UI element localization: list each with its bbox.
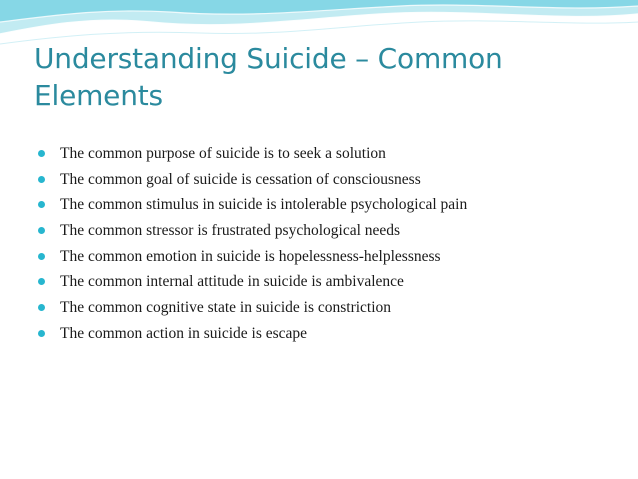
bullet-text: The common purpose of suicide is to seek a solution	[60, 145, 386, 162]
bullet-dot-icon	[38, 176, 45, 183]
bullet-text: The common stimulus in suicide is intolerable psychological pain	[60, 196, 468, 214]
slide-title: Understanding Suicide – Common Elements	[34, 42, 503, 112]
bullet-item	[36, 167, 626, 193]
bullet-dot-icon	[38, 330, 45, 337]
bullet-text: The common emotion in suicide is hopelessness-helplessness	[60, 247, 441, 265]
bullet-text: The common goal of suicide is cessation of consciousness	[60, 170, 421, 188]
bullet-item	[36, 269, 626, 295]
bullet-text: The common internal attitude in suicide is ambivalence	[60, 273, 404, 291]
bullet-item	[36, 192, 626, 218]
bullet-dot-icon	[38, 253, 45, 260]
bullet-dot-icon	[38, 304, 45, 311]
bullet-text: The common stressor is frustrated psychological needs	[60, 222, 401, 240]
bullet-dot-icon	[38, 227, 45, 234]
bullet-dot-icon	[38, 150, 45, 157]
bullet-dot-icon	[38, 278, 45, 285]
bullet-item	[36, 295, 626, 321]
bullet-item	[36, 218, 626, 244]
bullet-dot-icon	[38, 201, 45, 208]
bullet-text: The common cognitive state in suicide is constriction	[60, 299, 392, 317]
bullet-list	[36, 141, 626, 347]
bullet-text: The common action in suicide is escape	[60, 324, 308, 342]
bullet-item	[36, 321, 626, 347]
bullet-item	[36, 244, 626, 270]
bullet-item	[36, 141, 626, 167]
